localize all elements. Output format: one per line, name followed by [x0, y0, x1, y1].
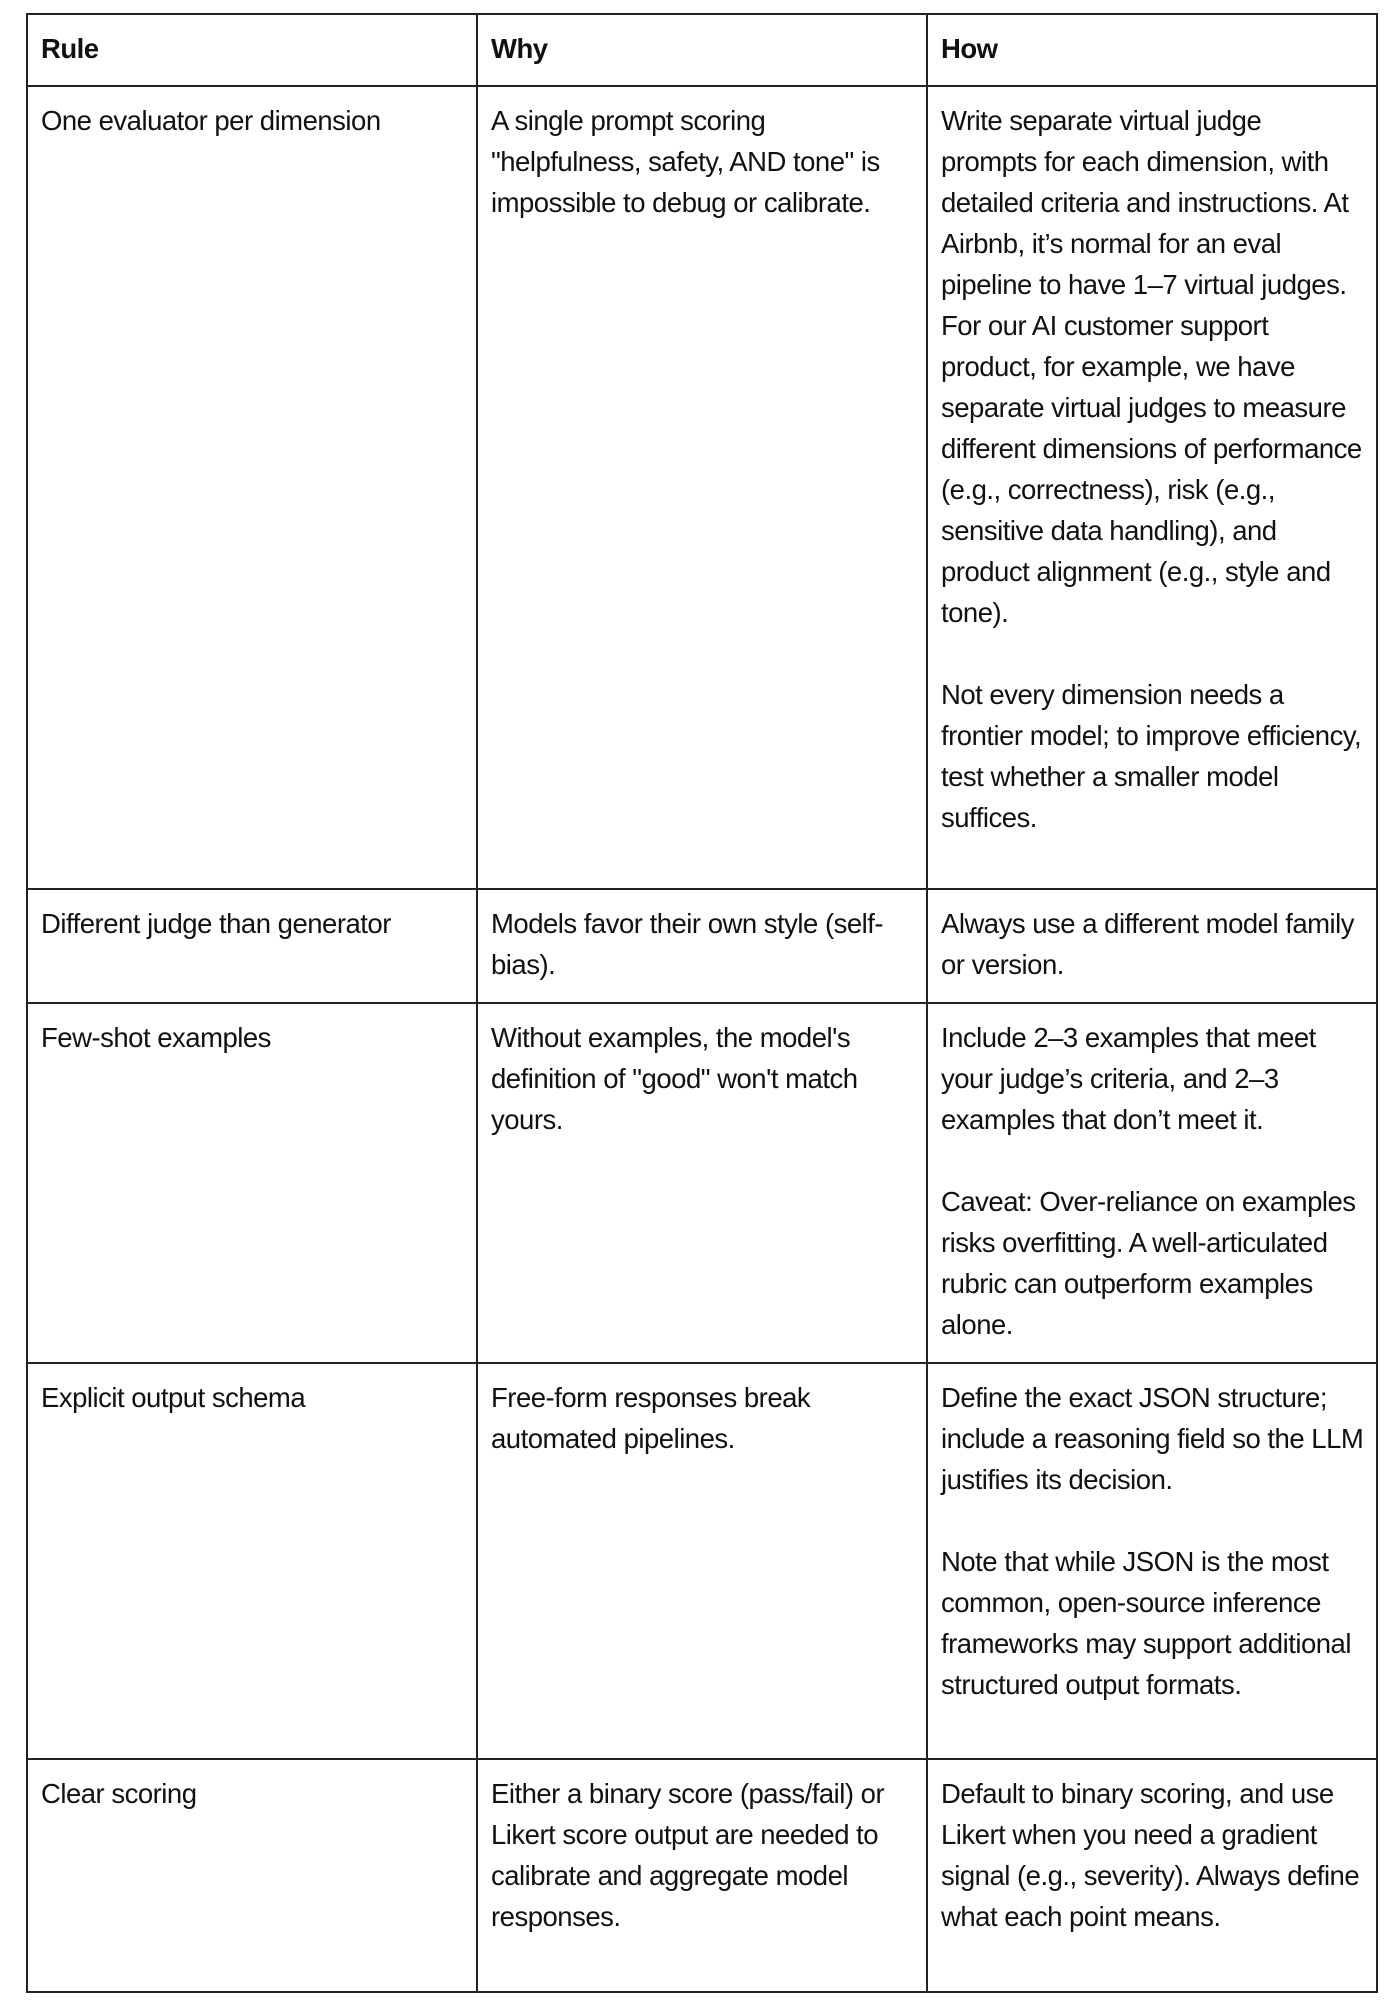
header-why: Why — [477, 14, 927, 86]
table-row — [27, 889, 1377, 1003]
table-row — [27, 1003, 1377, 1363]
rule-cell: Explicit output schema — [27, 1363, 477, 1759]
why-cell: Models favor their own style (self-bias). — [477, 889, 927, 1003]
rule-cell: Different judge than generator — [27, 889, 477, 1003]
rule-cell: Few-shot examples — [27, 1003, 477, 1363]
how-paragraph: Always use a different model family or version. — [941, 908, 1355, 980]
table-row — [27, 1363, 1377, 1759]
table-row — [27, 86, 1377, 889]
how-paragraph: Default to binary scoring, and use Likert when you need a gradient signal (e.g., severity). Always define what each point means. — [941, 1778, 1360, 1932]
header-how: How — [927, 14, 1377, 86]
rule-cell: Clear scoring — [27, 1759, 477, 1992]
why-cell: Either a binary score (pass/fail) or Likert score output are needed to calibrate and aggregate model responses. — [477, 1759, 927, 1992]
rule-cell: One evaluator per dimension — [27, 86, 477, 889]
header-rule: Rule — [27, 14, 477, 86]
how-paragraph: Write separate virtual judge prompts for each dimension, with detailed criteria and instructions. At Airbnb, it’s normal for an eval pipeline to have 1–7 virtual judges. For our AI customer support product, for example, we have separate virtual judges to measure different dimensions of performance (e.g., correctness), risk (e.g., sensitive data handling), and product alignment (e.g., style and tone). — [941, 105, 1362, 628]
header-row — [27, 14, 1377, 86]
how-cell — [927, 1003, 1377, 1363]
why-cell: Without examples, the model's definition of "good" won't match yours. — [477, 1003, 927, 1363]
how-cell — [927, 1759, 1377, 1992]
how-paragraph: Define the exact JSON structure; include a reasoning field so the LLM justifies its decision. — [941, 1382, 1364, 1495]
how-cell — [927, 1363, 1377, 1759]
how-paragraph: Not every dimension needs a frontier model; to improve efficiency, test whether a smaller model suffices. — [941, 679, 1362, 833]
how-paragraph: Caveat: Over-reliance on examples risks overfitting. A well-articulated rubric can outperform examples alone. — [941, 1186, 1356, 1340]
table-row — [27, 1759, 1377, 1992]
how-paragraph: Note that while JSON is the most common, open-source inference frameworks may support additional structured output formats. — [941, 1546, 1351, 1700]
how-cell — [927, 86, 1377, 889]
why-cell: A single prompt scoring "helpfulness, safety, AND tone" is impossible to debug or calibrate. — [477, 86, 927, 889]
how-cell — [927, 889, 1377, 1003]
rules-table — [26, 13, 1378, 1993]
how-paragraph: Include 2–3 examples that meet your judge’s criteria, and 2–3 examples that don’t meet it. — [941, 1022, 1316, 1135]
why-cell: Free-form responses break automated pipelines. — [477, 1363, 927, 1759]
